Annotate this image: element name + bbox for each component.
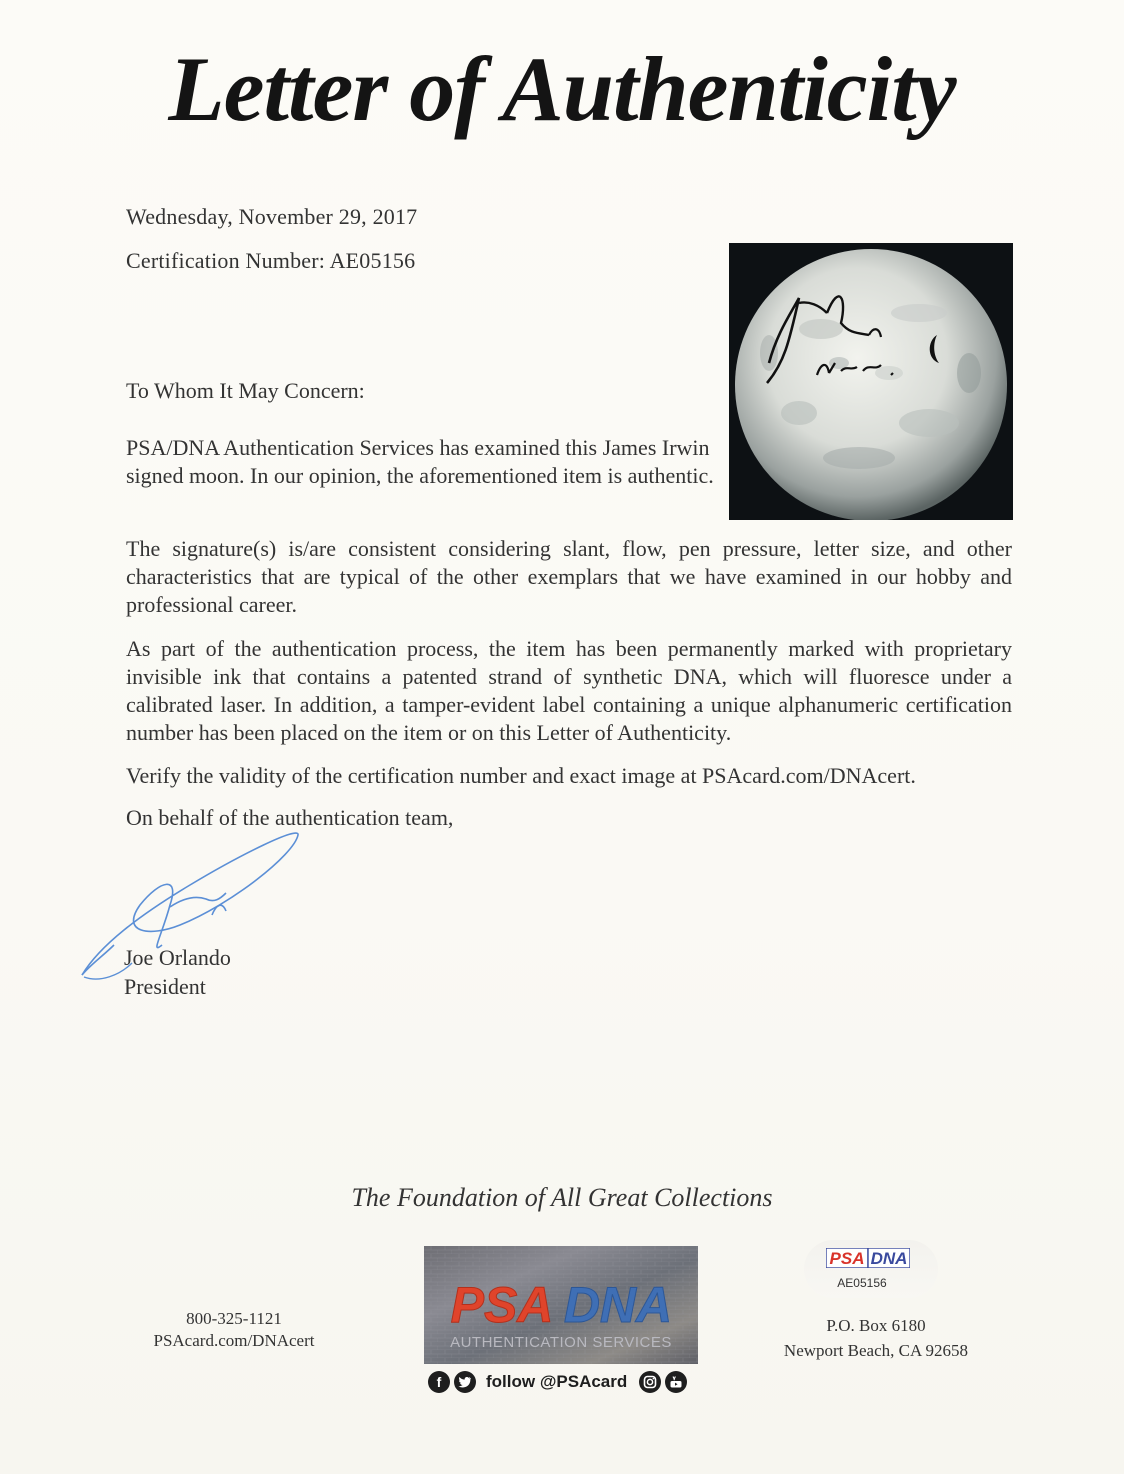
city-address: Newport Beach, CA 92658 <box>783 1341 969 1360</box>
logo-subtitle: AUTHENTICATION SERVICES <box>450 1334 672 1351</box>
signer-name: Joe Orlando <box>124 945 231 970</box>
certification-number: Certification Number: AE05156 <box>126 248 416 273</box>
paragraph-examination: PSA/DNA Authentication Services has examined this James Irwin signed moon. In our opinion, the aforementioned item is authentic. <box>126 435 714 488</box>
po-box: P.O. Box 6180 <box>826 1316 926 1335</box>
instagram-icon[interactable] <box>639 1371 661 1393</box>
contact-left <box>134 1308 334 1352</box>
label-psa-dna-logo <box>826 1248 910 1268</box>
contact-right <box>766 1313 986 1363</box>
letter-date: Wednesday, November 29, 2017 <box>126 204 418 229</box>
salutation: To Whom It May Concern: <box>126 378 365 403</box>
letter-title-text: Letter of Authenticity <box>168 38 956 140</box>
logo-psa-text: PSA <box>450 1277 554 1333</box>
phone-number: 800-325-1121 <box>186 1309 282 1328</box>
closing-line: On behalf of the authentication team, <box>126 805 454 830</box>
psa-dna-logo <box>424 1246 698 1364</box>
certification-label <box>804 1240 938 1298</box>
paragraph-signature-consistency: The signature(s) is/are consistent considering slant, flow, pen pressure, letter size, and other characteristics that are typical of the other exemplars that we have examined in our hobby and professional career. <box>126 536 1012 617</box>
label-dna-text: DNA <box>870 1249 908 1268</box>
letter-title <box>100 22 1024 172</box>
follow-handle[interactable]: follow @PSAcard <box>486 1372 628 1391</box>
label-psa-text: PSA <box>829 1249 865 1268</box>
facebook-icon[interactable]: f <box>428 1371 450 1393</box>
youtube-icon[interactable] <box>665 1371 687 1393</box>
twitter-icon[interactable] <box>454 1371 476 1393</box>
website-link[interactable]: PSAcard.com/DNAcert <box>153 1331 315 1350</box>
logo-dna-text: DNA <box>563 1277 673 1333</box>
paragraph-authentication-process: As part of the authentication process, the item has been permanently marked with proprietary invisible ink that contains a patented strand of synthetic DNA, which will fluoresce under a calibrated laser. In addition, a tamper-evident label containing a unique alphanumeric certification number has been placed on the item or on this Letter of Authenticity. <box>126 636 1012 745</box>
signer-title: President <box>124 974 206 999</box>
paragraph-verify: Verify the validity of the certification number and exact image at PSAcard.com/DNAcert. <box>126 763 916 788</box>
label-certification-number: AE05156 <box>837 1276 887 1290</box>
social-follow-bar <box>428 1368 698 1396</box>
signed-moon-photo <box>729 243 1013 520</box>
tagline: The Foundation of All Great Collections <box>351 1183 773 1212</box>
